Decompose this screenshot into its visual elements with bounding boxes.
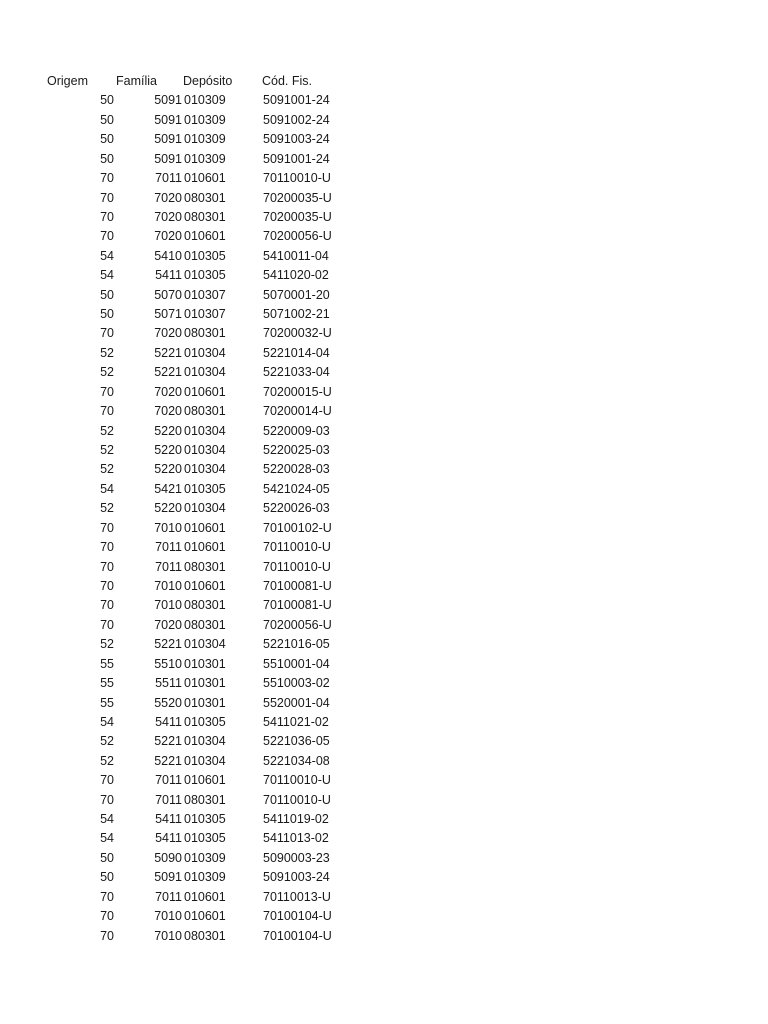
table-row <box>0 189 768 208</box>
cell-origem: 70 <box>100 909 114 924</box>
cell-familia: 5071 <box>154 307 182 322</box>
cell-origem: 54 <box>100 481 114 496</box>
table-row <box>0 499 768 518</box>
cell-deposito: 080301 <box>184 598 226 613</box>
cell-familia: 5220 <box>154 462 182 477</box>
cell-origem: 70 <box>100 520 114 535</box>
cell-familia: 5220 <box>154 501 182 516</box>
cell-origem: 70 <box>100 540 114 555</box>
cell-origem: 54 <box>100 268 114 283</box>
cell-cod-fis: 5510003-02 <box>263 676 330 691</box>
table-row <box>0 169 768 188</box>
cell-origem: 70 <box>100 578 114 593</box>
cell-cod-fis: 5421024-05 <box>263 481 330 496</box>
cell-origem: 70 <box>100 617 114 632</box>
cell-familia: 5411 <box>155 714 182 729</box>
cell-deposito: 080301 <box>184 404 226 419</box>
cell-deposito: 010309 <box>184 132 226 147</box>
cell-familia: 7010 <box>154 928 182 943</box>
cell-origem: 52 <box>100 365 114 380</box>
cell-origem: 70 <box>100 928 114 943</box>
cell-origem: 50 <box>100 112 114 127</box>
cell-origem: 50 <box>100 307 114 322</box>
cell-deposito: 010304 <box>184 423 226 438</box>
cell-cod-fis: 5091002-24 <box>263 112 330 127</box>
cell-cod-fis: 5221033-04 <box>263 365 330 380</box>
cell-cod-fis: 5510001-04 <box>263 656 330 671</box>
cell-familia: 7020 <box>154 326 182 341</box>
cell-origem: 54 <box>100 831 114 846</box>
cell-cod-fis: 70110013-U <box>263 889 331 904</box>
cell-familia: 5091 <box>154 151 182 166</box>
cell-origem: 52 <box>100 501 114 516</box>
cell-familia: 7020 <box>154 384 182 399</box>
cell-deposito: 010309 <box>184 151 226 166</box>
cell-cod-fis: 5091001-24 <box>263 93 330 108</box>
cell-familia: 5221 <box>154 637 182 652</box>
cell-deposito: 010304 <box>184 501 226 516</box>
cell-cod-fis: 5520001-04 <box>263 695 330 710</box>
cell-deposito: 080301 <box>184 617 226 632</box>
cell-cod-fis: 70200035-U <box>263 190 332 205</box>
table-row <box>0 150 768 169</box>
cell-familia: 5090 <box>154 850 182 865</box>
table-row <box>0 324 768 343</box>
cell-familia: 5091 <box>154 870 182 885</box>
cell-deposito: 080301 <box>184 928 226 943</box>
table-row <box>0 927 768 946</box>
cell-familia: 5221 <box>154 734 182 749</box>
cell-origem: 70 <box>100 598 114 613</box>
cell-deposito: 010305 <box>184 831 226 846</box>
cell-origem: 52 <box>100 637 114 652</box>
cell-familia: 7020 <box>154 404 182 419</box>
cell-deposito: 010601 <box>184 229 226 244</box>
cell-cod-fis: 70100102-U <box>263 520 332 535</box>
cell-deposito: 010304 <box>184 462 226 477</box>
cell-origem: 50 <box>100 870 114 885</box>
table-row <box>0 674 768 693</box>
cell-familia: 5511 <box>155 676 182 691</box>
cell-cod-fis: 70200014-U <box>263 404 332 419</box>
table-row <box>0 91 768 110</box>
cell-cod-fis: 70110010-U <box>263 773 331 788</box>
cell-cod-fis: 5411013-02 <box>263 831 329 846</box>
table-row <box>0 577 768 596</box>
cell-familia: 7011 <box>155 889 182 904</box>
cell-deposito: 010601 <box>184 171 226 186</box>
cell-familia: 7010 <box>154 598 182 613</box>
cell-deposito: 010601 <box>184 578 226 593</box>
cell-cod-fis: 5071002-21 <box>263 307 330 322</box>
cell-origem: 50 <box>100 132 114 147</box>
cell-familia: 7011 <box>155 540 182 555</box>
table-row <box>0 538 768 557</box>
cell-origem: 70 <box>100 404 114 419</box>
cell-cod-fis: 5220026-03 <box>263 501 330 516</box>
table-row <box>0 286 768 305</box>
cell-deposito: 010309 <box>184 93 226 108</box>
cell-origem: 55 <box>100 676 114 691</box>
table-row <box>0 305 768 324</box>
cell-deposito: 010304 <box>184 345 226 360</box>
table-row <box>0 130 768 149</box>
cell-cod-fis: 70200056-U <box>263 617 332 632</box>
table-row <box>0 383 768 402</box>
cell-origem: 50 <box>100 850 114 865</box>
table-row <box>0 344 768 363</box>
cell-origem: 70 <box>100 773 114 788</box>
cell-cod-fis: 5411021-02 <box>263 714 329 729</box>
cell-familia: 7011 <box>155 171 182 186</box>
cell-deposito: 010601 <box>184 773 226 788</box>
cell-familia: 7011 <box>155 773 182 788</box>
table-body <box>0 91 768 946</box>
table-row <box>0 596 768 615</box>
cell-cod-fis: 5410011-04 <box>263 248 329 263</box>
cell-familia: 5421 <box>154 481 182 496</box>
cell-origem: 52 <box>100 345 114 360</box>
cell-origem: 52 <box>100 753 114 768</box>
cell-familia: 5221 <box>154 345 182 360</box>
cell-familia: 5070 <box>154 287 182 302</box>
cell-cod-fis: 5221034-08 <box>263 753 330 768</box>
table-row <box>0 694 768 713</box>
cell-cod-fis: 5411020-02 <box>263 268 329 283</box>
table-row <box>0 111 768 130</box>
column-header-cod-fis: Cód. Fis. <box>262 74 313 88</box>
cell-origem: 70 <box>100 889 114 904</box>
table-row <box>0 266 768 285</box>
cell-familia: 5221 <box>154 365 182 380</box>
cell-origem: 55 <box>100 695 114 710</box>
cell-deposito: 010304 <box>184 443 226 458</box>
cell-deposito: 010305 <box>184 248 226 263</box>
cell-familia: 5520 <box>154 695 182 710</box>
cell-deposito: 010304 <box>184 753 226 768</box>
cell-deposito: 010601 <box>184 384 226 399</box>
cell-origem: 52 <box>100 443 114 458</box>
cell-deposito: 080301 <box>184 559 226 574</box>
cell-origem: 50 <box>100 93 114 108</box>
cell-origem: 70 <box>100 171 114 186</box>
cell-familia: 7020 <box>154 209 182 224</box>
cell-deposito: 010307 <box>184 287 226 302</box>
cell-familia: 5510 <box>154 656 182 671</box>
cell-origem: 70 <box>100 792 114 807</box>
column-header-familia: Família <box>116 74 157 88</box>
cell-origem: 52 <box>100 734 114 749</box>
table-row <box>0 713 768 732</box>
cell-familia: 5411 <box>155 831 182 846</box>
cell-cod-fis: 70200056-U <box>263 229 332 244</box>
cell-origem: 70 <box>100 190 114 205</box>
cell-familia: 5410 <box>154 248 182 263</box>
cell-familia: 7010 <box>154 578 182 593</box>
table-row <box>0 519 768 538</box>
table-row <box>0 363 768 382</box>
cell-origem: 70 <box>100 326 114 341</box>
cell-cod-fis: 5220028-03 <box>263 462 330 477</box>
cell-deposito: 080301 <box>184 792 226 807</box>
cell-origem: 54 <box>100 812 114 827</box>
cell-deposito: 010305 <box>184 714 226 729</box>
table-row <box>0 810 768 829</box>
cell-familia: 5091 <box>154 112 182 127</box>
cell-familia: 5091 <box>154 132 182 147</box>
table-header-row <box>0 72 768 91</box>
cell-familia: 7010 <box>154 520 182 535</box>
table-row <box>0 868 768 887</box>
cell-cod-fis: 70100104-U <box>263 909 332 924</box>
cell-deposito: 010309 <box>184 870 226 885</box>
cell-familia: 7011 <box>155 792 182 807</box>
cell-deposito: 010309 <box>184 112 226 127</box>
cell-cod-fis: 70100104-U <box>263 928 332 943</box>
table-row <box>0 635 768 654</box>
table-row <box>0 655 768 674</box>
cell-cod-fis: 5091003-24 <box>263 870 330 885</box>
cell-cod-fis: 70200032-U <box>263 326 332 341</box>
cell-cod-fis: 5091001-24 <box>263 151 330 166</box>
cell-cod-fis: 5220025-03 <box>263 443 330 458</box>
cell-deposito: 010305 <box>184 812 226 827</box>
cell-origem: 52 <box>100 423 114 438</box>
table-row <box>0 247 768 266</box>
table-row <box>0 441 768 460</box>
cell-familia: 5221 <box>154 753 182 768</box>
cell-deposito: 010601 <box>184 520 226 535</box>
cell-origem: 50 <box>100 151 114 166</box>
table-row <box>0 771 768 790</box>
cell-deposito: 010601 <box>184 540 226 555</box>
cell-deposito: 010301 <box>184 695 226 710</box>
table-row <box>0 752 768 771</box>
table-row <box>0 422 768 441</box>
cell-origem: 54 <box>100 248 114 263</box>
table-row <box>0 208 768 227</box>
column-header-deposito: Depósito <box>183 74 233 88</box>
column-header-origem: Origem <box>47 74 88 88</box>
table-row <box>0 888 768 907</box>
cell-cod-fis: 5090003-23 <box>263 850 330 865</box>
cell-familia: 5220 <box>154 423 182 438</box>
cell-cod-fis: 70100081-U <box>263 578 332 593</box>
cell-origem: 54 <box>100 714 114 729</box>
data-table <box>0 72 768 946</box>
table-row <box>0 829 768 848</box>
table-row <box>0 791 768 810</box>
table-row <box>0 849 768 868</box>
cell-cod-fis: 70110010-U <box>263 540 331 555</box>
cell-deposito: 010601 <box>184 889 226 904</box>
cell-origem: 70 <box>100 209 114 224</box>
cell-familia: 5411 <box>155 812 182 827</box>
cell-cod-fis: 70200035-U <box>263 209 332 224</box>
cell-familia: 7020 <box>154 229 182 244</box>
cell-origem: 50 <box>100 287 114 302</box>
cell-deposito: 080301 <box>184 190 226 205</box>
cell-cod-fis: 70110010-U <box>263 792 331 807</box>
cell-deposito: 010304 <box>184 734 226 749</box>
cell-cod-fis: 5411019-02 <box>263 812 329 827</box>
cell-familia: 5411 <box>155 268 182 283</box>
cell-familia: 5091 <box>154 93 182 108</box>
cell-cod-fis: 5070001-20 <box>263 287 330 302</box>
cell-deposito: 010309 <box>184 850 226 865</box>
cell-cod-fis: 70110010-U <box>263 171 331 186</box>
cell-origem: 52 <box>100 462 114 477</box>
cell-origem: 70 <box>100 384 114 399</box>
cell-deposito: 010305 <box>184 268 226 283</box>
cell-deposito: 010304 <box>184 365 226 380</box>
cell-cod-fis: 5221036-05 <box>263 734 330 749</box>
table-row <box>0 907 768 926</box>
cell-deposito: 080301 <box>184 326 226 341</box>
cell-cod-fis: 5221016-05 <box>263 637 330 652</box>
table-row <box>0 480 768 499</box>
cell-deposito: 010601 <box>184 909 226 924</box>
cell-cod-fis: 70100081-U <box>263 598 332 613</box>
table-row <box>0 402 768 421</box>
table-row <box>0 732 768 751</box>
cell-cod-fis: 5220009-03 <box>263 423 330 438</box>
table-row <box>0 558 768 577</box>
table-row <box>0 460 768 479</box>
table-row <box>0 227 768 246</box>
cell-familia: 7020 <box>154 190 182 205</box>
cell-origem: 70 <box>100 559 114 574</box>
cell-familia: 5220 <box>154 443 182 458</box>
cell-familia: 7010 <box>154 909 182 924</box>
cell-cod-fis: 5221014-04 <box>263 345 330 360</box>
cell-deposito: 010301 <box>184 676 226 691</box>
cell-deposito: 010301 <box>184 656 226 671</box>
cell-deposito: 080301 <box>184 209 226 224</box>
cell-familia: 7011 <box>155 559 182 574</box>
cell-cod-fis: 70110010-U <box>263 559 331 574</box>
cell-cod-fis: 5091003-24 <box>263 132 330 147</box>
cell-deposito: 010305 <box>184 481 226 496</box>
cell-cod-fis: 70200015-U <box>263 384 332 399</box>
cell-deposito: 010307 <box>184 307 226 322</box>
cell-familia: 7020 <box>154 617 182 632</box>
cell-deposito: 010304 <box>184 637 226 652</box>
cell-origem: 70 <box>100 229 114 244</box>
table-row <box>0 616 768 635</box>
cell-origem: 55 <box>100 656 114 671</box>
